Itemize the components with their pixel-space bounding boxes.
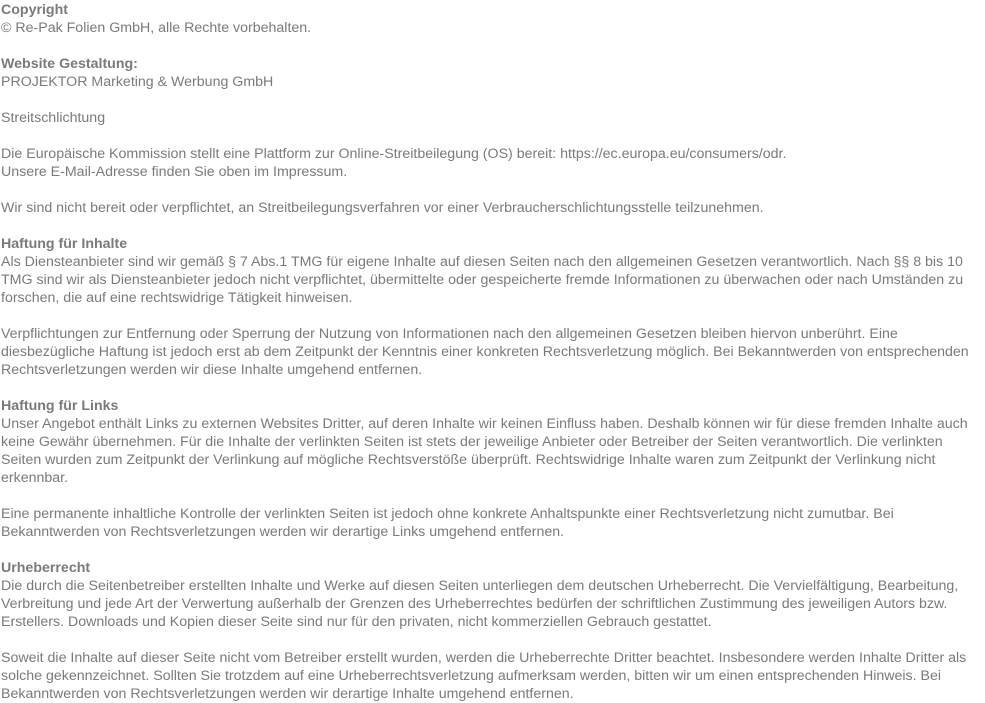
website-design-block xyxy=(1,55,985,91)
dispute-resolution-heading: Streitschlichtung xyxy=(1,110,106,126)
copyright-text: © Re-Pak Folien GmbH, alle Rechte vorbehalten. xyxy=(1,20,312,36)
liability-links-heading: Haftung für Links xyxy=(1,398,119,414)
website-design-heading: Website Gestaltung: xyxy=(1,56,138,72)
copyright-section xyxy=(1,1,985,37)
copyright-law-paragraph-2: Soweit die Inhalte auf dieser Seite nicht vom Betreiber erstellt wurden, werden die Urheberrechte Dritter beachtet. Insbesondere werden Inhalte Dritter als solche gekennzeichnet. Sollten Sie trotzdem auf eine Urheberrechtsverletzung aufmerksam werden, bitten wir um einen entsprechenden Hinweis. Bei Bekanntwerden von Rechtsverletzungen werden wir derartige Inhalte umgehend entfernen. xyxy=(1,650,967,702)
liability-content-heading: Haftung für Inhalte xyxy=(1,236,128,252)
website-design-section xyxy=(1,55,985,91)
copyright-block xyxy=(1,1,985,37)
liability-links-paragraph-1: Unser Angebot enthält Links zu externen Websites Dritter, auf deren Inhalte wir keinen Einfluss haben. Deshalb können wir für diese fremden Inhalte auch keine Gewähr übernehmen. Für die Inhalte der verlinkten Seiten ist stets der jeweilige Anbieter oder Betreiber der Seiten verantwortlich. Die verlinkten Seiten wurden zum Zeitpunkt der Verlinkung auf mögliche Rechtsverstöße überprüft. Rechtswidrige Inhalte waren zum Zeitpunkt der Verlinkung nicht erkennbar. xyxy=(1,416,968,486)
copyright-law-heading: Urheberrecht xyxy=(1,560,91,576)
website-design-text: PROJEKTOR Marketing & Werbung GmbH xyxy=(1,74,274,90)
dispute-resolution-email-text: Unsere E-Mail-Adresse finden Sie oben im Impressum. xyxy=(1,164,348,180)
liability-content-block xyxy=(1,235,985,307)
dispute-resolution-section xyxy=(1,109,985,217)
liability-content-section xyxy=(1,235,985,379)
dispute-resolution-paragraph-1 xyxy=(1,145,985,181)
dispute-resolution-paragraph-2: Wir sind nicht bereit oder verpflichtet, an Streitbeilegungsverfahren vor einer Verbraucherschlichtungsstelle teilzunehmen. xyxy=(1,200,764,216)
liability-links-paragraph-2: Eine permanente inhaltliche Kontrolle der verlinkten Seiten ist jedoch ohne konkrete Anhaltspunkte einer Rechtsverletzung nicht zumutbar. Bei Bekanntwerden von Rechtsverletzungen werden wir derartige Links umgehend entfernen. xyxy=(1,506,894,540)
liability-links-block xyxy=(1,397,985,487)
liability-content-paragraph-1: Als Diensteanbieter sind wir gemäß § 7 Abs.1 TMG für eigene Inhalte auf diesen Seiten nach den allgemeinen Gesetzen verantwortlich. Nach §§ 8 bis 10 TMG sind wir als Diensteanbieter jedoch nicht verpflichtet, übermittelte oder gespeicherte fremde Informationen zu überwachen oder nach Umständen zu forschen, die auf eine rechtswidrige Tätigkeit hinweisen. xyxy=(1,254,964,306)
copyright-law-section xyxy=(1,559,985,703)
copyright-law-paragraph-1: Die durch die Seitenbetreiber erstellten Inhalte und Werke auf diesen Seiten unterliegen dem deutschen Urheberrecht. Die Vervielfältigung, Bearbeitung, Verbreitung und jede Art der Verwertung außerhalb der Grenzen des Urheberrechtes bedürfen der schriftlichen Zustimmung des jeweiligen Autors bzw. Erstellers. Downloads und Kopien dieser Seite sind nur für den privaten, nicht kommerziellen Gebrauch gestattet. xyxy=(1,578,959,630)
liability-links-section xyxy=(1,397,985,541)
liability-content-paragraph-2: Verpflichtungen zur Entfernung oder Sperrung der Nutzung von Informationen nach den allgemeinen Gesetzen bleiben hiervon unberührt. Eine diesbezügliche Haftung ist jedoch erst ab dem Zeitpunkt der Kenntnis einer konkreten Rechtsverletzung möglich. Bei Bekanntwerden von entsprechenden Rechtsverletzungen werden wir diese Inhalte umgehend entfernen. xyxy=(1,326,969,378)
dispute-resolution-platform-text: Die Europäische Kommission stellt eine Plattform zur Online-Streitbeilegung (OS) bereit: https://ec.europa.eu/consumers/odr. xyxy=(1,146,787,162)
copyright-heading: Copyright xyxy=(1,2,68,18)
copyright-law-block xyxy=(1,559,985,631)
